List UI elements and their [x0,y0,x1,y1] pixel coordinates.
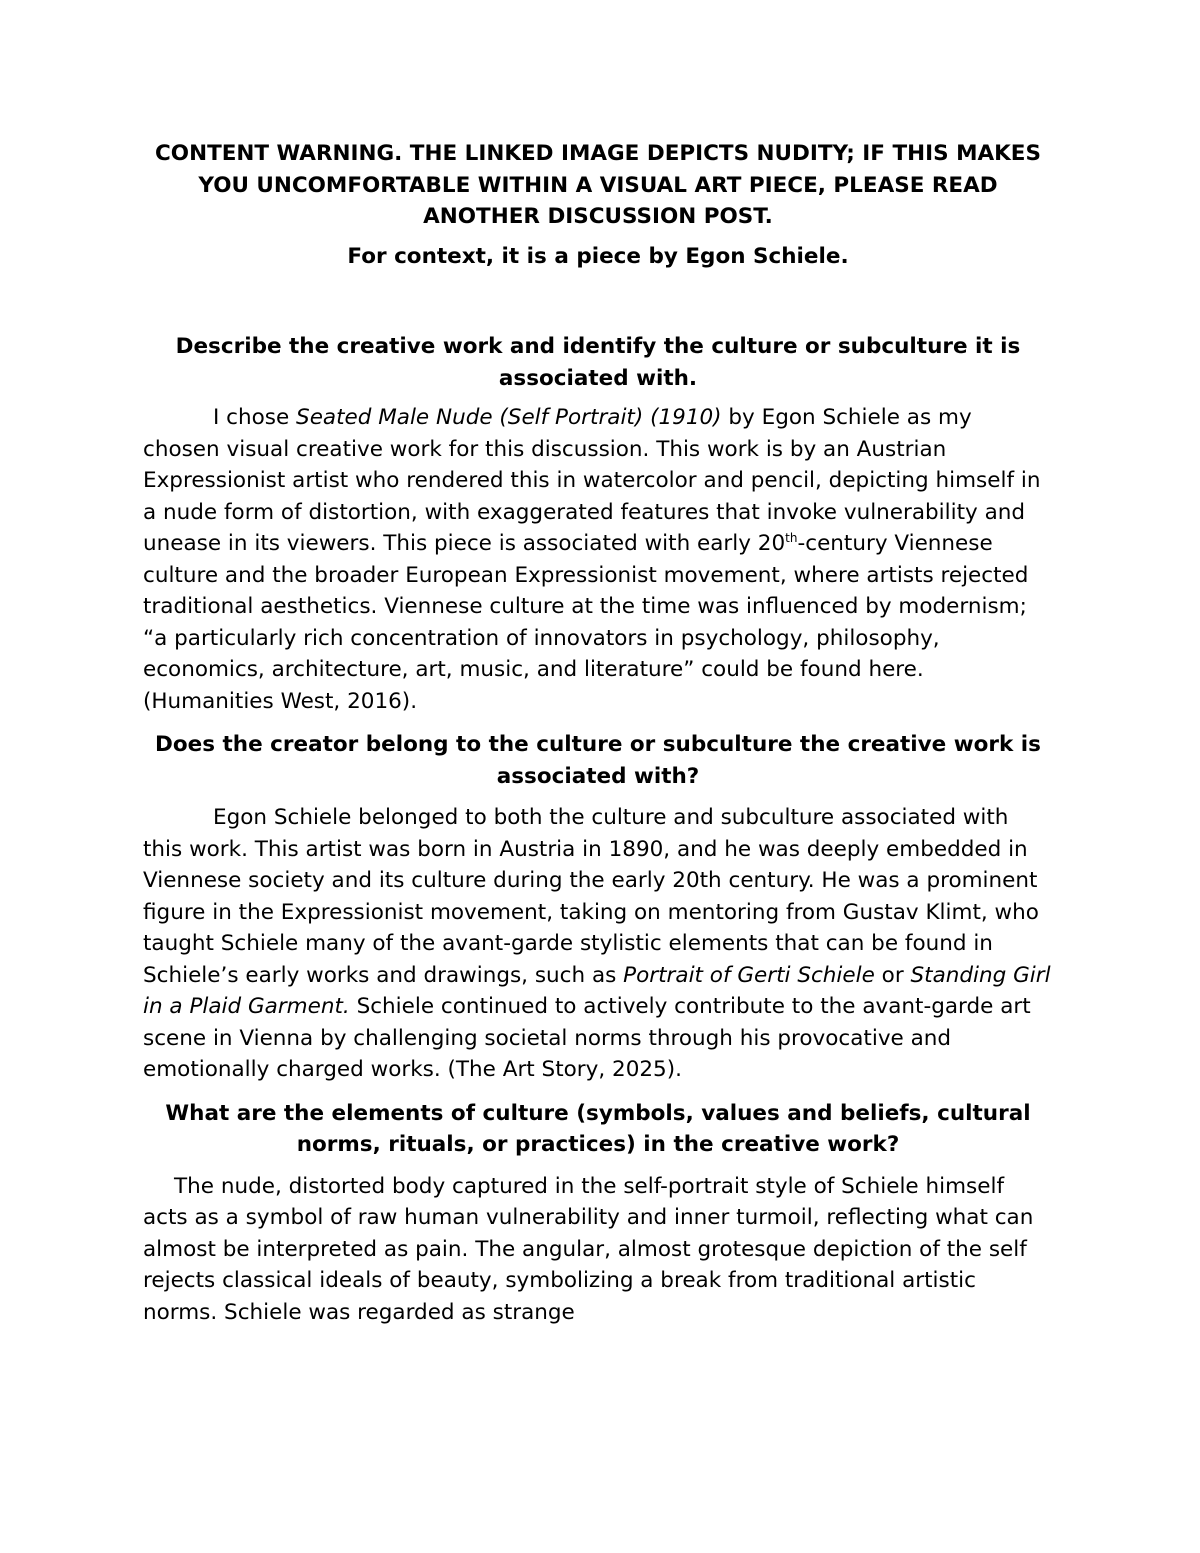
content-warning: CONTENT WARNING. THE LINKED IMAGE DEPICTS NUDITY; IF THIS MAKES YOU UNCOMFORTABLE WITHIN A VISUAL ART PIECE, PLEASE READ ANOTHER DISCUSSION POST. [155,141,1041,229]
artwork-title: Standing Girl in a Plaid Garment. [143,962,1051,1019]
question-heading-3: What are the elements of culture (symbols, values and beliefs, cultural norms, rituals, or practices) in the creative work? [165,1100,1031,1157]
paragraph-text: by Egon Schiele as my chosen visual creative work for this discussion. This work is by an Austrian Expressionist artist who rendered this in watercolor and pencil, depicting himself in a nude form of distortion, with exaggerated features that invoke vulnerability and unease in its viewers. This piece is associated with early 20 [143,405,1041,556]
paragraph-text: Egon Schiele belonged to both the culture and subculture associated with this work. This artist was born in Austria in 1890, and he was deeply embedded in Viennese society and its culture during the early 20th century. He was a prominent figure in the Expressionist movement, taking on mentoring from Gustav Klimt, who taught Schiele many of the avant-garde stylistic elements that can be found in Schiele’s early works and drawings, such as [143,805,1039,988]
artwork-title: Portrait of Gerti Schiele [623,962,875,988]
paragraph-text: The nude, distorted body captured in the self-portrait style of Schiele himself acts as a symbol of raw human vulnerability and inner turmoil, reflecting what can almost be interpreted as pain. The angular, almost grotesque depiction of the self rejects classical ideals of beauty, symbolizing a break from traditional artistic norms. Schiele was regarded as strange [143,1173,1034,1325]
document-page [143,138,1053,1328]
ordinal-suffix: th [785,530,798,545]
question-heading-2: Does the creator belong to the culture or subculture the creative work is associated with? [155,732,1041,789]
paragraph-text: Schiele continued to actively contribute to the avant-garde art scene in Vienna by challenging societal norms through his provocative and emotionally charged works. (The Art Story, 2025). [143,994,1031,1082]
answer-paragraph-1 [143,402,1053,717]
answer-paragraph-3 [143,1171,1053,1329]
paragraph-text: I chose [213,405,297,430]
paragraph-text: or [874,962,911,988]
paragraph-text: -century Viennese culture and the broader European Expressionist movement, where artists rejected traditional aesthetics. Viennese culture at the time was influenced by modernism; “a particularly rich concentration of innovators in psychology, philosophy, economics, architecture, art, music, and literature” could be found here. (Humanities West, 2016). [143,531,1029,714]
artwork-title: Seated Male Nude (Self Portrait) (1910) [296,405,722,430]
context-note: For context, it is a piece by Egon Schiele. [347,243,849,269]
answer-paragraph-2 [143,802,1053,1086]
question-heading-1: Describe the creative work and identify the culture or subculture it is associated with. [175,334,1021,391]
